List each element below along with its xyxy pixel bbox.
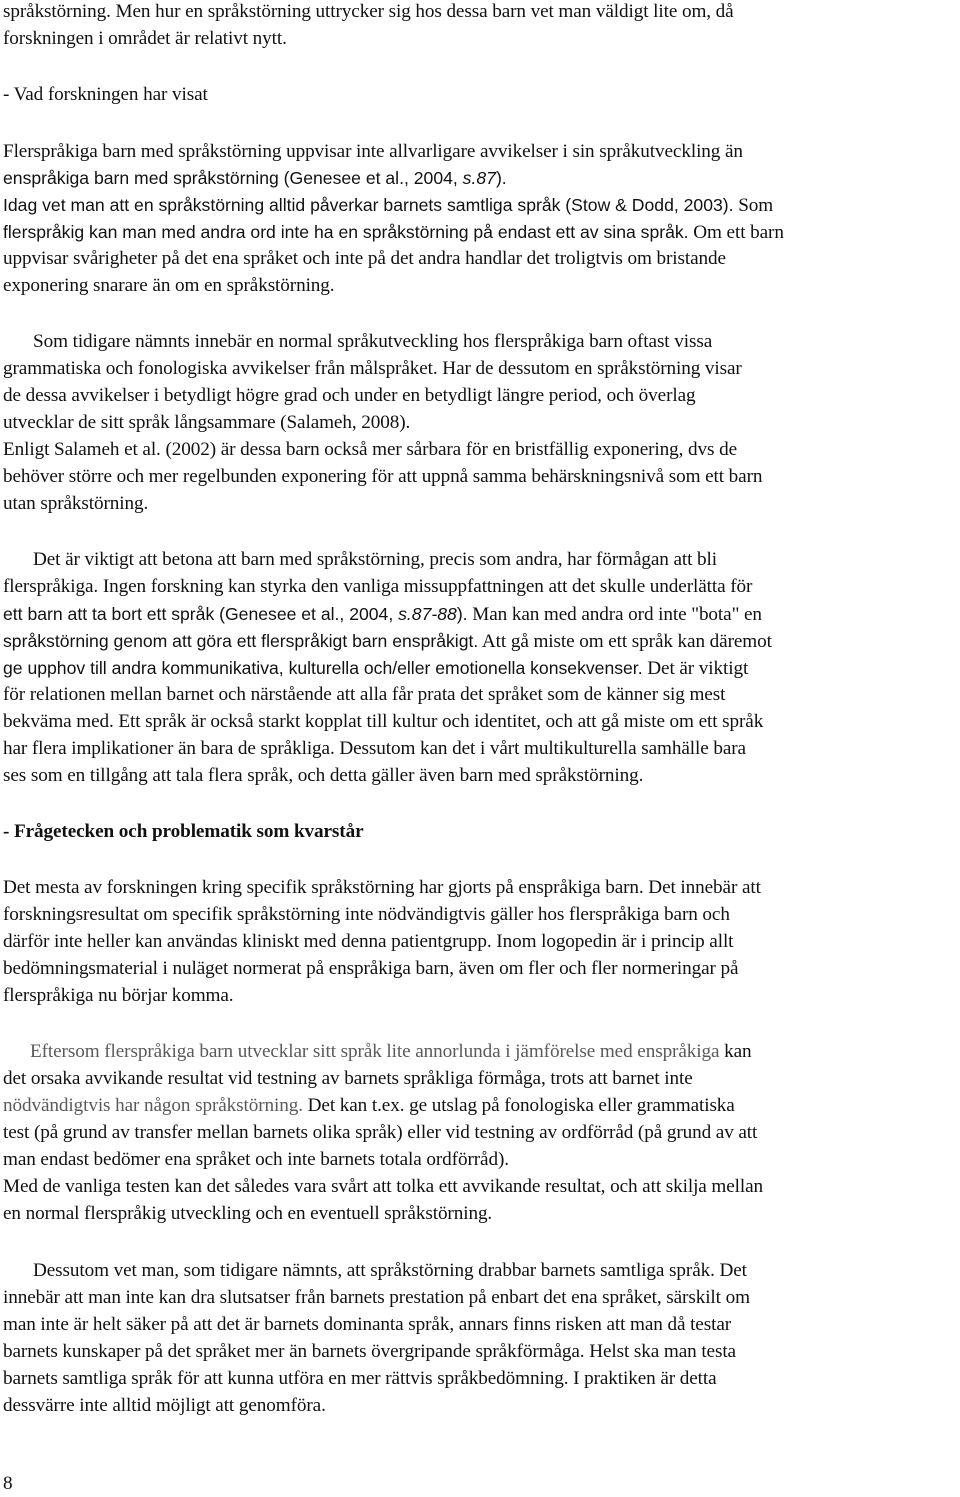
text-line	[3, 602, 762, 627]
text-run: för relationen mellan barnet och närstående att alla får prata det språket som de känner sig mest	[3, 684, 726, 705]
text-line	[3, 1148, 509, 1172]
text-run: barnets kunskaper på det språket mer än barnets övergripande språkförmåga.	[3, 1341, 585, 1362]
heading-text: - Frågetecken och problematik som kvarstår	[3, 821, 364, 842]
text-run: Flerspråkiga barn med språkstörning uppvisar inte allvarligare avvikelser i sin språkutveckling än	[3, 141, 743, 162]
text-run: kan	[719, 1041, 752, 1062]
section-heading	[3, 83, 208, 107]
text-run: bedömningsmaterial i nuläget normerat på enspråkiga barn, även om fler och fler normeringar på	[3, 958, 739, 979]
text-run: (2002) är dessa barn också mer sårbara för en bristfällig exponering, dvs de	[160, 439, 738, 460]
text-line	[3, 274, 334, 298]
text-run: Man kan med andra ord inte "bota" en	[467, 604, 762, 625]
text-line	[3, 411, 410, 435]
text-run: test (på grund av transfer mellan barnets olika språk) eller vid testning av ordförråd (på grund av att	[3, 1122, 758, 1143]
text-line	[3, 357, 742, 381]
text-run: Det innebär att	[643, 877, 761, 898]
text-run: en normal flerspråkig utveckling och en eventuell språkstörning.	[3, 1203, 493, 1224]
text-line	[3, 876, 761, 900]
text-run: uppvisar svårigheter på det ena språket och inte på det andra handlar det troligtvis om bristande	[3, 248, 726, 269]
text-line	[3, 193, 773, 218]
text-line	[3, 140, 743, 164]
text-run: Det är viktigt	[642, 658, 749, 679]
text-run: man endast bedömer ena språket och inte barnets totala ordförråd).	[3, 1149, 509, 1170]
text-run: grammatiska och fonologiska avvikelser från målspråket.	[3, 358, 438, 379]
text-run: de dessa avvikelser i betydligt högre grad och under en betydligt längre period, och överlag	[3, 385, 696, 406]
section-heading	[3, 820, 364, 844]
text-run: ett barn att ta bort ett språk (Genesee et al., 2004,	[3, 604, 399, 624]
text-run: Idag vet man att en språkstörning alltid påverkar barnets samtliga språk (Stow & Dodd, 2003).	[3, 195, 734, 215]
text-line	[3, 27, 287, 51]
page-number: 8	[3, 1473, 13, 1494]
text-run: ).	[495, 168, 507, 188]
text-run: språkstörning genom att göra ett flerspråkigt barn enspråkigt.	[3, 631, 479, 651]
text-run: ).	[456, 604, 468, 624]
text-line	[3, 710, 763, 734]
text-line	[33, 1259, 747, 1283]
text-line	[3, 984, 233, 1008]
text-line	[3, 764, 643, 788]
text-line	[3, 930, 733, 954]
text-line	[3, 629, 772, 654]
text-line	[3, 1094, 735, 1118]
text-run: Det	[714, 1260, 747, 1281]
text-run: Ett språk är också starkt kopplat till kultur och identitet, och att gå miste om ett språk	[113, 711, 764, 732]
text-run: flerspråkiga nu börjar komma.	[3, 985, 234, 1006]
text-run: enspråkiga barn med språkstörning (Genesee et al., 2004,	[3, 168, 463, 188]
text-run: Med de vanliga testen kan det således vara svårt att tolka ett avvikande resultat, och att skilja mellan	[3, 1176, 764, 1197]
text-run: utvecklar de sitt språk långsammare (Salameh, 2008).	[3, 412, 411, 433]
text-run: Enligt Salameh et al.	[3, 439, 161, 460]
text-run: därför inte heller kan användas kliniskt med denna patientgrupp.	[3, 931, 492, 952]
text-run: språkstörning. Men hur en språkstörning uttrycker sig hos dessa barn vet man väldigt lite om, då	[3, 1, 734, 22]
text-line	[3, 384, 696, 408]
text-run: Eftersom flerspråkiga barn utvecklar sitt språk lite annorlunda i jämförelse med enspråkiga	[30, 1041, 720, 1062]
text-run: flerspråkiga.	[3, 576, 99, 597]
text-line	[3, 683, 725, 707]
text-line	[3, 1121, 757, 1145]
text-run: Har de dessutom en språkstörning visar	[437, 358, 742, 379]
text-line	[3, 220, 784, 245]
text-line	[3, 1367, 717, 1391]
text-run: har flera implikationer än bara de språkliga.	[3, 738, 335, 759]
text-run: Att gå miste om ett språk kan däremot	[478, 631, 772, 652]
text-line	[3, 438, 737, 462]
text-run: utan språkstörning.	[3, 493, 149, 514]
text-line	[3, 737, 746, 761]
text-line	[3, 656, 748, 681]
text-run: Det mesta av forskningen kring specifik språkstörning har gjorts på enspråkiga barn.	[3, 877, 644, 898]
text-run: Det kan t.ex. ge utslag på fonologiska eller grammatiska	[302, 1095, 735, 1116]
heading-text: - Vad forskningen har visat	[3, 84, 208, 105]
text-line	[3, 1286, 750, 1310]
text-run: flerspråkig kan man med andra ord inte ha en språkstörning på endast ett av sina språk.	[3, 222, 689, 242]
text-line	[3, 957, 738, 981]
text-line	[3, 492, 148, 516]
text-line	[3, 166, 507, 191]
text-run: Inom logopedin är i princip allt	[491, 931, 734, 952]
text-line	[3, 1175, 763, 1199]
text-run: Om ett barn	[688, 222, 784, 243]
text-run: forskningen i området är relativt nytt.	[3, 28, 287, 49]
text-run: forskningsresultat om specifik språkstörning inte nödvändigtvis gäller hos flerspråkiga barn och	[3, 904, 730, 925]
text-run: det orsaka avvikande resultat vid testning av barnets språkliga förmåga, trots att barnet inte	[3, 1068, 693, 1089]
text-run: Dessutom vet man, som tidigare nämnts, att språkstörning drabbar barnets samtliga språk.	[33, 1260, 715, 1281]
text-line	[3, 1394, 326, 1418]
text-run: I praktiken är detta	[568, 1368, 717, 1389]
text-run: bekväma med.	[3, 711, 114, 732]
text-run: ge upphov till andra kommunikativa, kulturella och/eller emotionella konsekvenser.	[3, 658, 643, 678]
text-line	[3, 1340, 736, 1364]
text-line	[3, 903, 730, 927]
text-line	[3, 465, 762, 489]
text-run: s.87	[462, 168, 496, 188]
text-line	[33, 548, 717, 572]
text-run: Helst ska man testa	[584, 1341, 736, 1362]
text-line	[3, 575, 752, 599]
text-line	[3, 247, 726, 271]
text-run: exponering snarare än om en språkstörning.	[3, 275, 335, 296]
text-line	[30, 1040, 752, 1064]
text-run: Dessutom kan det i vårt multikulturella samhälle bara	[334, 738, 746, 759]
text-line	[3, 1202, 492, 1226]
text-run: Det är viktigt att betona att barn med språkstörning, precis som andra, har förmågan att bli	[33, 549, 718, 570]
text-run: dessvärre inte alltid möjligt att genomföra.	[3, 1395, 326, 1416]
text-run: Som tidigare nämnts innebär en normal språkutveckling hos flerspråkiga barn oftast vissa	[33, 331, 713, 352]
text-run: nödvändigtvis har någon språkstörning.	[3, 1095, 303, 1116]
text-run: Som	[733, 195, 774, 216]
text-run: behöver större och mer regelbunden exponering för att uppnå samma behärskningsnivå som ett barn	[3, 466, 763, 487]
text-line	[3, 0, 734, 24]
text-run: s.87-88	[398, 604, 457, 624]
text-line	[3, 1313, 731, 1337]
text-run: innebär att man inte kan dra slutsatser från barnets prestation på enbart det ena språket, särskilt om	[3, 1287, 750, 1308]
text-run: man inte är helt säker på att det är barnets dominanta språk, annars finns risken att man då testar	[3, 1314, 732, 1335]
text-run: Ingen forskning kan styrka den vanliga missuppfattningen att det skulle underlätta för	[98, 576, 753, 597]
text-run: barnets samtliga språk för att kunna utföra en mer rättvis språkbedömning.	[3, 1368, 569, 1389]
text-line	[3, 1067, 693, 1091]
text-line	[33, 330, 712, 354]
text-run: ses som en tillgång att tala flera språk, och detta gäller även barn med språkstörning.	[3, 765, 644, 786]
